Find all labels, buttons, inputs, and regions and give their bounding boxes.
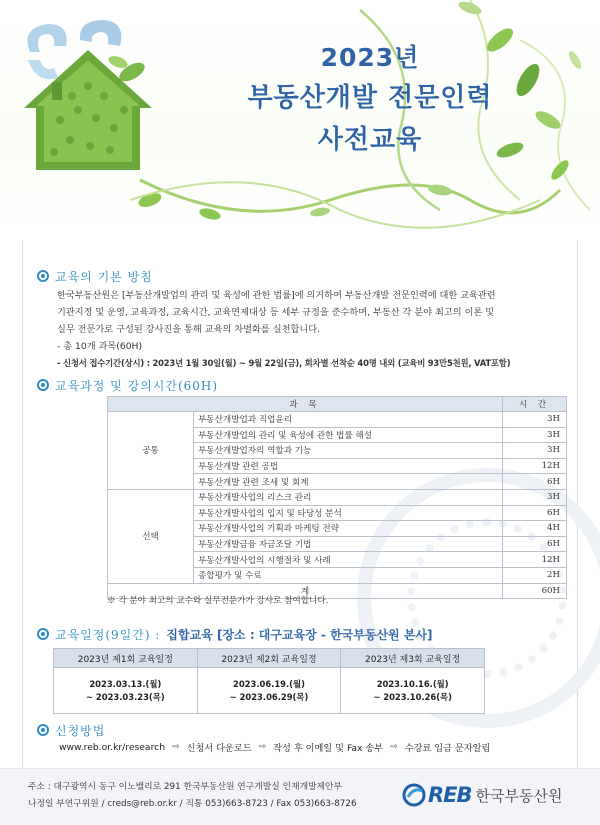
title-block [240,40,500,160]
logo-wordmark: REB [428,783,472,807]
subject-cell: 부동산개발업자의 역할과 기능 [194,443,503,459]
subject-cell: 종합평가 및 수료 [194,567,503,583]
subject-cell: 부동산개발사업의 시행절차 및 사례 [194,552,503,568]
footer [0,768,600,825]
hours-cell: 6H [503,474,567,490]
session-label: 2023년 제1회 교육일정 [54,649,198,668]
subject-cell: 부동산개발사업의 기획과 마케팅 전략 [194,521,503,537]
total-label-cell: 계 [108,583,503,599]
contact-line: 나정일 부연구위원 / creds@reb.or.kr / 직통 053)663-8723 / Fax 053)663-8726 [28,799,357,809]
arrow-right-icon: ⇨ [390,742,398,752]
session-start: 2023.10.16.(월) [376,678,449,689]
apply-step-submit: 작성 후 이메일 및 Fax 송부 [273,743,384,754]
session-end: ~ 2023.10.26(목) [373,691,452,702]
hours-cell: 3H [503,443,567,459]
section-title-strong: 집합교육 [장소 : 대구교육장 - 한국부동산원 본사] [166,627,433,642]
note-total-courses: - 총 10개 과목(60H) [57,341,143,352]
session-start: 2023.06.19.(월) [233,678,305,689]
session-end: ~ 2023.03.23(목) [85,691,165,702]
session-start: 2023.03.13.(월) [89,678,162,689]
section-basic-policy [37,268,567,372]
policy-line: 한국부동산원은 [부동산개발업의 관리 및 육성에 관한 법률]에 의거하여 부동산개발 전문인력에 대한 교육관련 [57,290,496,301]
address-line: 주소 : 대구광역시 동구 이노밸리로 291 한국부동산원 연구개발실 인재개발제안부 [28,782,343,792]
curriculum-footnote: ※ 각 분야 최고의 교수와 실무전문가가 강사로 참여합니다. [107,596,329,606]
hours-cell: 6H [503,536,567,552]
section-title: 신청방법 [55,723,106,738]
section-heading [37,268,567,284]
subject-cell: 부동산개발사업의 리스크 관리 [194,489,503,505]
subject-cell: 부동산개발 관련 조세 및 회계 [194,474,503,490]
total-hours-cell: 60H [503,583,567,599]
target-bullet-icon [37,628,49,640]
subject-cell: 부동산개발금융 자금조달 기법 [194,536,503,552]
subject-cell: 부동산개발사업의 입지 및 타당성 분석 [194,505,503,521]
hours-cell: 3H [503,412,567,428]
policy-line: 실무 전문가로 구성된 강사진을 통해 교육의 차별화를 실천합니다. [57,324,320,335]
hours-cell: 4H [503,521,567,537]
hours-cell: 12H [503,552,567,568]
session-label: 2023년 제3회 교육일정 [341,649,485,668]
arrow-right-icon: ⇨ [258,742,267,752]
apply-step-download: 신청서 다운로드 [186,743,252,754]
section-title: 교육의 기본 방침 [55,269,153,284]
target-bullet-icon [37,379,49,391]
table-row [108,412,567,428]
contact-info [28,779,357,813]
subject-cell: 부동산개발 관련 공법 [194,458,503,474]
section-curriculum [37,377,567,393]
apply-step-website[interactable]: www.reb.or.kr/research [59,741,166,753]
reb-swoosh-icon [402,783,426,807]
logo-org-name: 한국부동산원 [475,786,563,805]
subject-cell: 부동산개발업과 직업윤리 [194,412,503,428]
hours-cell: 2H [503,567,567,583]
arrow-right-icon: ⇨ [172,742,180,752]
subject-cell: 부동산개발업의 관리 및 육성에 관한 법률 해설 [194,427,503,443]
header-hours: 시 간 [503,397,567,412]
hours-cell: 3H [503,489,567,505]
target-bullet-icon [37,270,49,282]
section-title: 교육과정 및 강의시간(60H) [55,378,219,393]
title-main-line2: 사전교육 [317,125,423,155]
schedule-table [53,648,485,714]
section-heading [37,377,567,393]
policy-paragraph [57,287,572,338]
reb-logo [402,783,562,807]
category-cell: 공통 [108,412,194,490]
section-schedule [37,626,567,642]
session-dates [197,668,341,714]
section-apply [37,722,567,738]
table-header-row [108,397,567,412]
apply-steps [59,740,490,754]
curriculum-table [107,396,567,599]
header-subject: 과 목 [108,397,503,412]
session-label: 2023년 제2회 교육일정 [197,649,341,668]
schedule-dates-row [54,668,485,714]
category-cell: 선택 [108,489,194,583]
section-title: 교육일정(9일간) : [55,627,161,642]
hours-cell: 6H [503,505,567,521]
session-end: ~ 2023.06.29(목) [229,691,309,702]
policy-line: 기관지정 및 운영, 교육과정, 교육시간, 교육면제대상 등 세부 규정을 준수하며, 부동산 각 분야 최고의 이론 및 [57,307,495,318]
title-year: 2023년 [320,43,420,72]
apply-step-payment: 수강료 입금 문자알림 [404,743,491,754]
content-frame [22,240,578,768]
target-bullet-icon [37,724,49,736]
session-dates [54,668,198,714]
note-application-period: - 신청서 접수기간(상시) : 2023년 1월 30일(월) ~ 9월 22일(금), 회차별 선착순 40명 내외 (교육비 93만5천원, VAT포함) [57,358,511,368]
section-heading [37,722,567,738]
schedule-header-row [54,649,485,668]
title-main-line1: 부동산개발 전문인력 [247,83,493,113]
hours-cell: 12H [503,458,567,474]
header-banner [0,0,600,240]
section-heading [37,626,567,642]
session-dates [341,668,485,714]
hours-cell: 3H [503,427,567,443]
table-row [108,489,567,505]
